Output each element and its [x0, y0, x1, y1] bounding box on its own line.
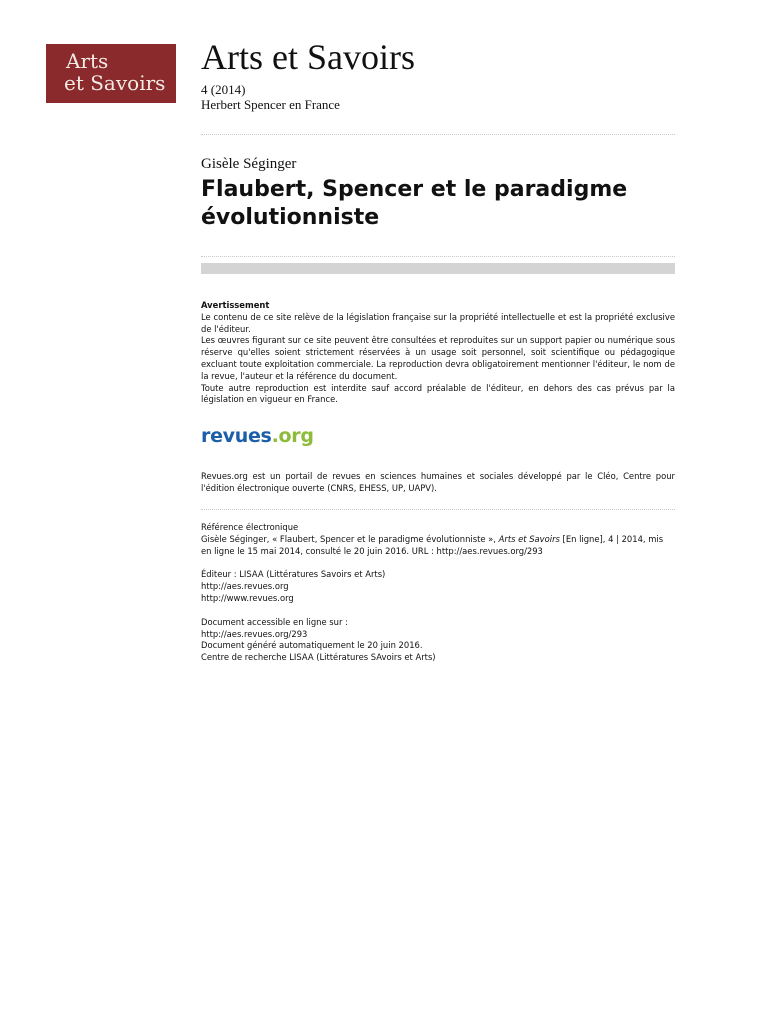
warning-paragraph: Le contenu de ce site relève de la législation française sur la propriété intellectuelle et est la propriété exclusive de l'éditeur.: [201, 311, 675, 334]
reference-section: [201, 522, 675, 664]
revues-org-logo[interactable]: [201, 425, 314, 447]
document-url[interactable]: http://aes.revues.org/293: [201, 628, 308, 639]
access-heading: Document accessible en ligne sur :: [201, 616, 348, 627]
publisher-url[interactable]: http://www.revues.org: [201, 592, 294, 603]
article-author: Gisèle Séginger: [201, 156, 297, 172]
issue-number: 4 (2014): [201, 82, 246, 97]
logo-line-2: et Savoirs: [64, 71, 166, 95]
separator: [201, 256, 675, 257]
reference-heading: Référence électronique: [201, 522, 299, 532]
article-title: Flaubert, Spencer et le paradigme évolutionniste: [201, 177, 628, 230]
warning-heading: Avertissement: [201, 300, 270, 310]
research-center: Centre de recherche LISAA (Littératures SAvoirs et Arts): [201, 652, 436, 663]
reference-citation: [201, 534, 675, 558]
citation-text: [En ligne], 4 | 2014, mis en ligne le 15 mai 2014, consulté le 20 juin 2016. URL : http://aes.revues.org/293: [201, 533, 664, 556]
revues-logo-part1: revues: [201, 425, 272, 447]
issue-theme: Herbert Spencer en France: [201, 97, 340, 112]
revues-logo-part2: .org: [271, 425, 314, 447]
journal-logo: [46, 44, 176, 103]
journal-title: Arts et Savoirs: [201, 37, 415, 77]
grey-bar: [201, 263, 675, 274]
generated-note: Document généré automatiquement le 20 juin 2016.: [201, 640, 423, 651]
publisher-line: Éditeur : LISAA (Littératures Savoirs et Arts): [201, 569, 386, 580]
portal-description: Revues.org est un portail de revues en sciences humaines et sociales développé par le Cléo, Centre pour l'édition électronique ouverte (CNRS, EHESS, UP, UAPV).: [201, 471, 675, 493]
separator: [201, 134, 675, 135]
logo-line-1: Arts: [66, 49, 109, 73]
warning-section: [201, 300, 675, 406]
warning-paragraph: Toute autre reproduction est interdite sauf accord préalable de l'éditeur, en dehors des cas prévus par la législation en vigueur en France.: [201, 382, 675, 405]
citation-text: Gisèle Séginger, « Flaubert, Spencer et le paradigme évolutionniste »,: [201, 533, 499, 544]
publisher-url[interactable]: http://aes.revues.org: [201, 581, 289, 592]
citation-journal: Arts et Savoirs: [498, 533, 560, 544]
warning-paragraph: Les œuvres figurant sur ce site peuvent être consultées et reproduites sur un support papier ou numérique sous réserve qu'elles soient strictement réservées à un usage soit personnel, soit scientifique ou pédagogique excluant toute exploitation commerciale. La reproduction devra obligatoirement mentionner l'éditeur, le nom de la revue, l'auteur et la référence du document.: [201, 335, 675, 381]
separator: [201, 509, 675, 510]
